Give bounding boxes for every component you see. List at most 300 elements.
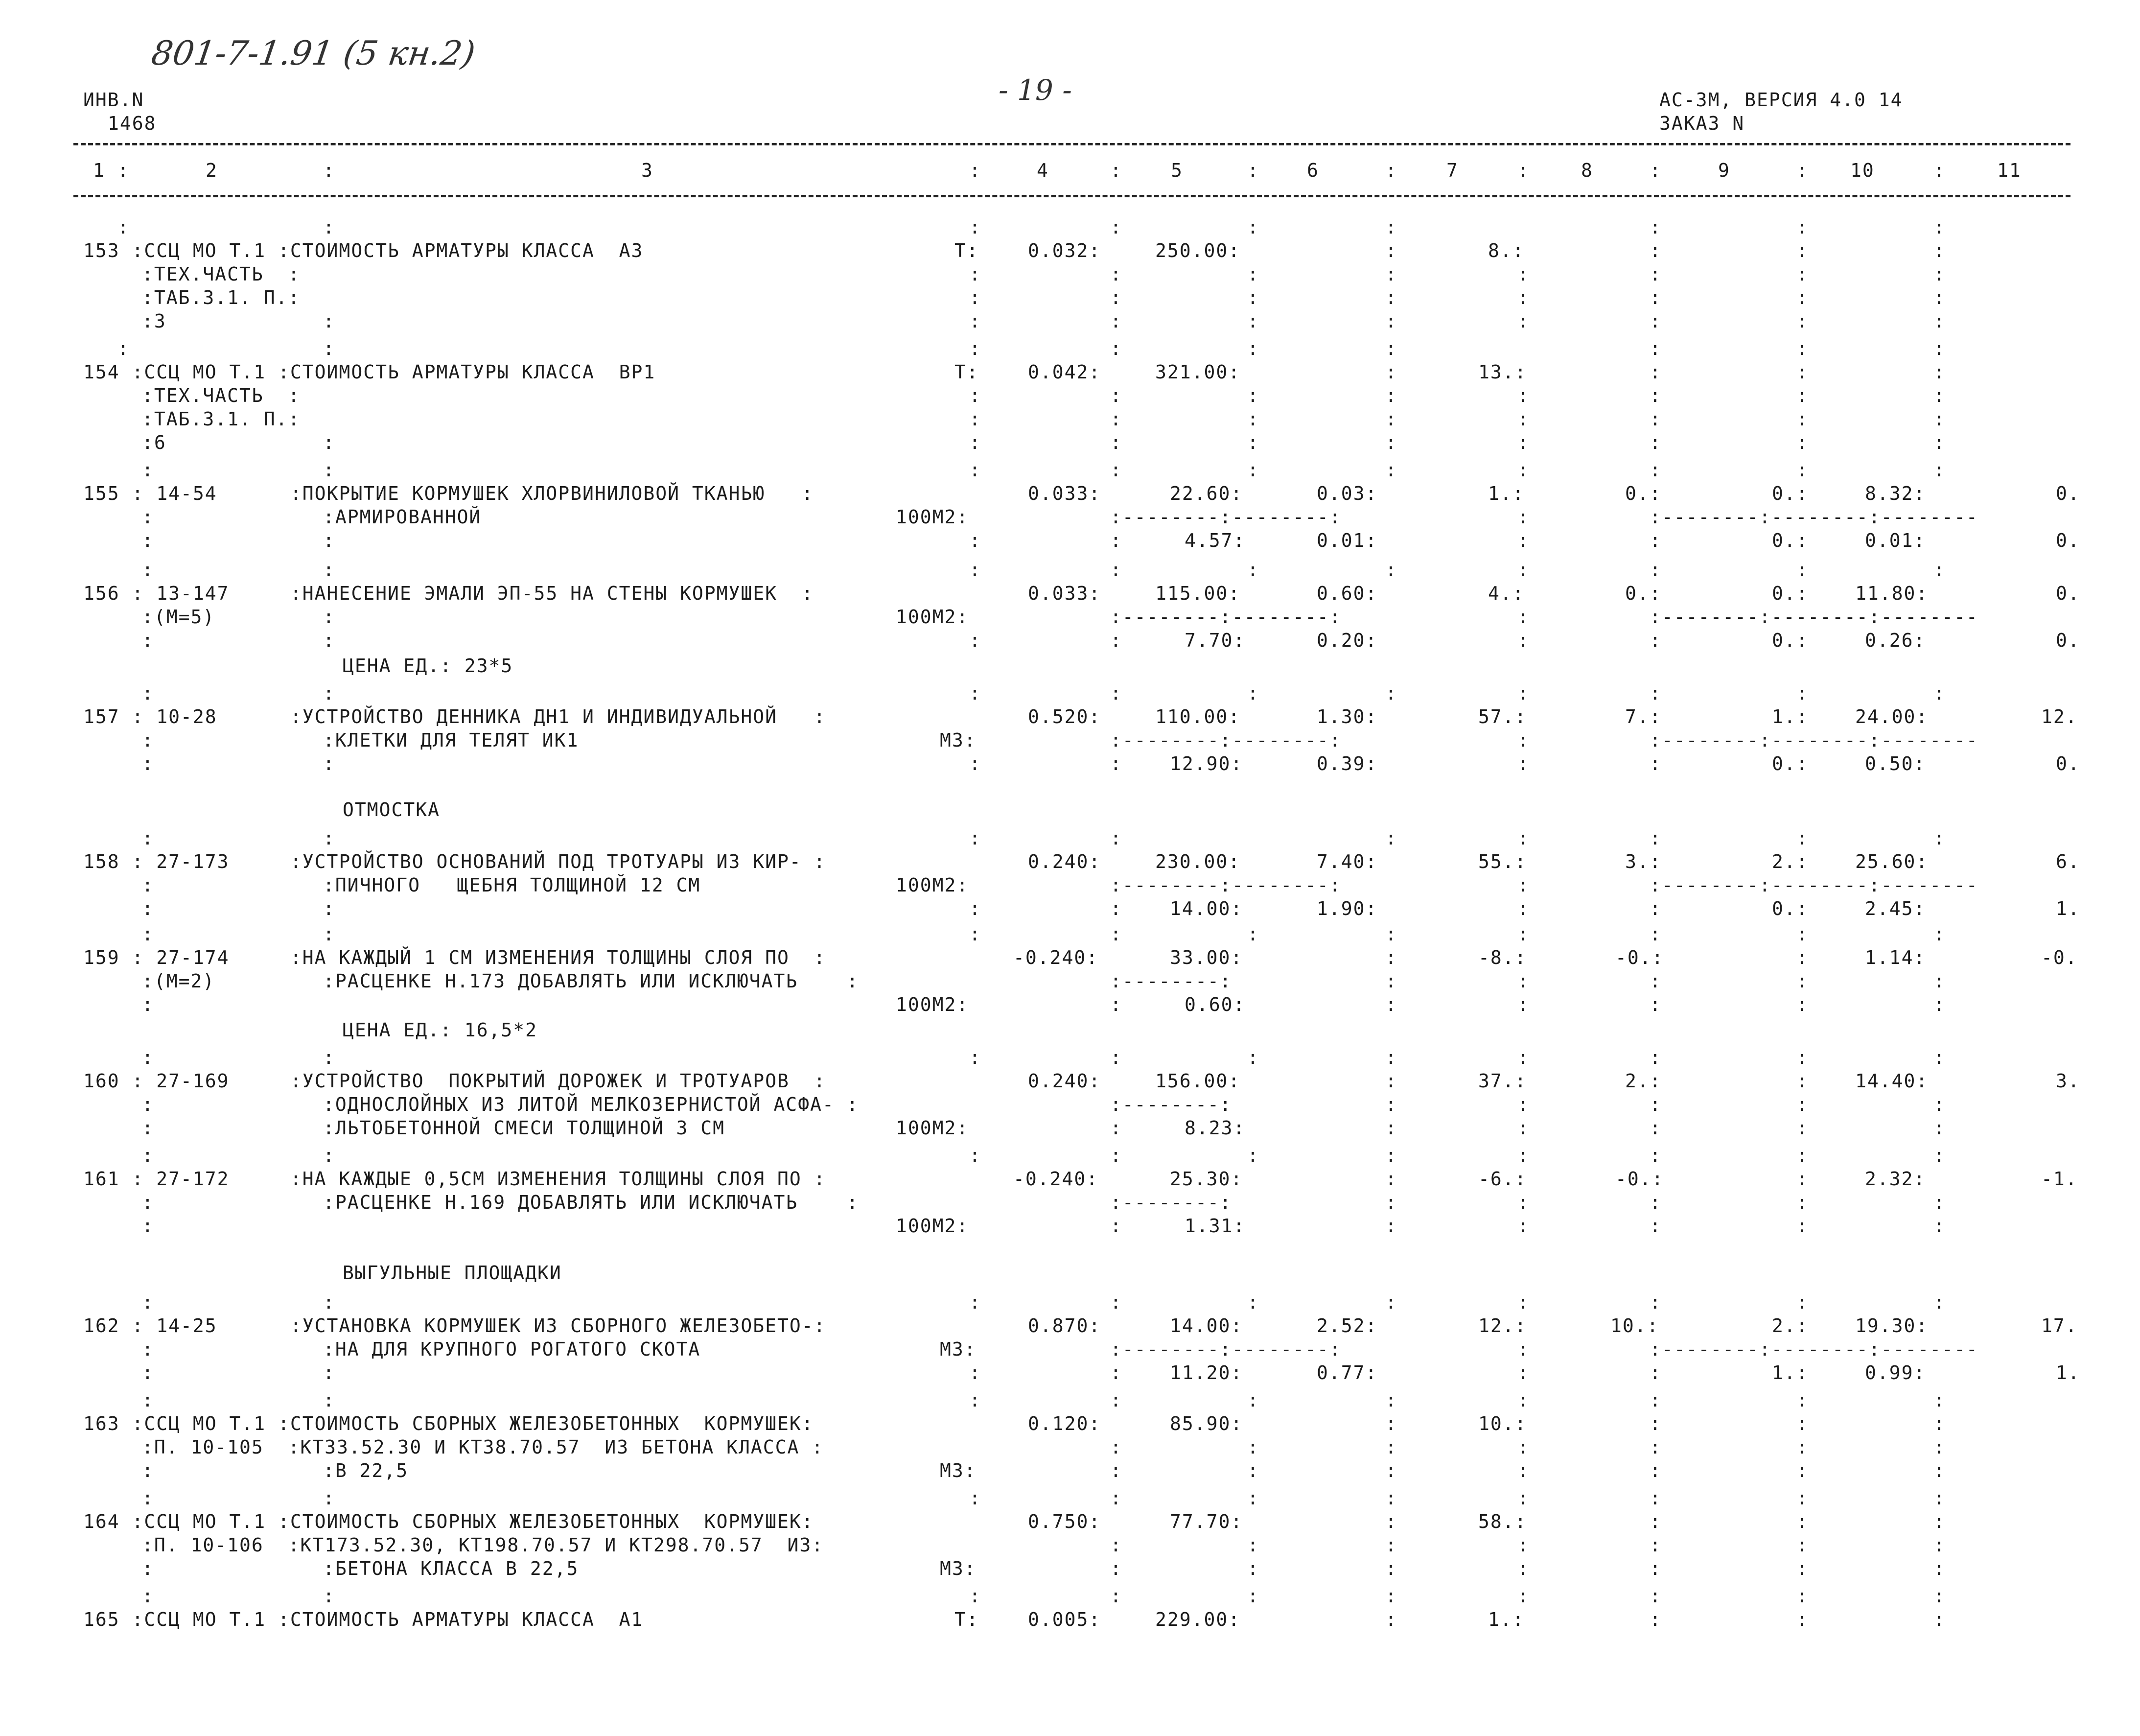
table-cell: :--------:--------: [1110, 874, 1342, 896]
table-cell: : [142, 530, 154, 551]
table-cell: :--------:--------: [1110, 1338, 1342, 1360]
table-cell: :--------:--------: [1110, 506, 1342, 528]
table-cell: : [1385, 432, 1397, 453]
table-cell: : [1517, 898, 1530, 919]
table-cell: 7.40: [1317, 851, 1378, 872]
table-cell: 25.60: [1855, 851, 1929, 872]
table-cell: 14.00: [1170, 898, 1243, 919]
col-sep: : [1933, 160, 1946, 181]
table-cell: : [969, 559, 981, 581]
system-version: АС-ЗМ, ВЕРСИЯ 4.0 14 [1659, 89, 1903, 111]
table-cell: 1.: [1488, 1609, 1525, 1630]
table-cell: : [1933, 1192, 1946, 1213]
table-cell: 0.750: [1028, 1511, 1101, 1532]
table-cell: 0.240: [1028, 1070, 1101, 1092]
table-cell: 4.: [1488, 583, 1525, 604]
col-11: 11 [1997, 160, 2022, 181]
table-cell: : [323, 432, 335, 453]
table-cell: : [1110, 682, 1122, 704]
table-cell: : [142, 994, 154, 1015]
table-cell: : [1796, 1413, 1809, 1434]
table-cell: 156 : 13-147 :НАНЕСЕНИЕ ЭМАЛИ ЭП-55 НА СТЕНЫ КОРМУШЕК : [83, 583, 814, 604]
col-sep: : [1110, 160, 1122, 181]
col-9: 9 [1718, 160, 1730, 181]
table-cell: 0. [2056, 530, 2080, 551]
table-cell: :П. 10-105 :КТ33.52.30 И КТ38.70.57 ИЗ БЕТОНА КЛАССА : [142, 1436, 824, 1458]
table-cell: 7.70: [1185, 630, 1246, 651]
table-cell: : [323, 630, 335, 651]
table-cell: :--------: [1110, 970, 1232, 992]
table-cell: 115.00: [1155, 583, 1241, 604]
table-cell: : [323, 216, 335, 238]
table-cell: 2.45: [1865, 898, 1926, 919]
table-cell: : [1796, 338, 1809, 359]
table-cell: 0. [2056, 630, 2080, 651]
table-cell: : [323, 559, 335, 581]
table-cell: 37.: [1478, 1070, 1527, 1092]
table-cell: :--------:--------: [1110, 606, 1342, 628]
table-cell: : [1796, 1215, 1809, 1237]
table-cell: : [1385, 361, 1397, 383]
table-cell: 100М2: [896, 1117, 969, 1139]
table-cell: : [1517, 729, 1530, 751]
table-cell: Т: [954, 1609, 979, 1630]
table-cell: : [1933, 385, 1946, 406]
table-cell: : [142, 874, 154, 896]
table-cell: : [1796, 559, 1809, 581]
table-cell: 12. [2041, 706, 2078, 727]
table-cell: : [1933, 1585, 1946, 1607]
table-cell: 1.: [1772, 706, 1809, 727]
table-cell: : [1796, 1436, 1809, 1458]
table-cell: : [1110, 753, 1122, 774]
table-cell: : [142, 1291, 154, 1313]
table-cell: 85.90: [1170, 1413, 1243, 1434]
table-cell: 4.57: [1185, 530, 1246, 551]
col-10: 10 [1850, 160, 1875, 181]
table-cell: : [142, 1215, 154, 1237]
table-cell: : [969, 408, 981, 430]
table-cell: : [1650, 263, 1662, 285]
table-cell: :БЕТОНА КЛАССА В 22,5 [323, 1558, 579, 1579]
table-cell: :В 22,5 [323, 1460, 409, 1481]
table-cell: : [1650, 1117, 1662, 1139]
table-cell: : [1385, 1413, 1397, 1434]
table-cell: : [1247, 408, 1259, 430]
table-cell: 0.: [1772, 753, 1809, 774]
table-cell: : [1796, 1094, 1809, 1115]
table-cell: : [142, 682, 154, 704]
table-cell: : [323, 1047, 335, 1068]
table-cell: 0.: [1772, 530, 1809, 551]
table-cell: : [1796, 240, 1809, 261]
table-cell: : [1385, 1389, 1397, 1411]
table-cell: : [1796, 1460, 1809, 1481]
table-cell: : [1517, 310, 1530, 332]
table-cell: : [1933, 970, 1946, 992]
table-cell: : [142, 1460, 154, 1481]
table-cell: : [323, 1389, 335, 1411]
table-cell: : [1933, 1047, 1946, 1068]
table-cell: : [1110, 1558, 1122, 1579]
table-cell: 1.: [1772, 1362, 1809, 1384]
table-cell: : [1247, 287, 1259, 308]
table-cell: : [1933, 432, 1946, 453]
table-cell: :ТЕХ.ЧАСТЬ : [142, 263, 301, 285]
table-cell: : [969, 216, 981, 238]
table-cell: : [323, 606, 335, 628]
table-cell: 0.99: [1865, 1362, 1926, 1384]
table-cell: : [1650, 530, 1662, 551]
table-cell: : [1517, 1436, 1530, 1458]
table-cell: : [1385, 1192, 1397, 1213]
table-cell: 1.: [1488, 483, 1525, 504]
table-cell: : [969, 338, 981, 359]
table-cell: : [1517, 263, 1530, 285]
table-cell: : [1650, 240, 1662, 261]
table-cell: : [1517, 994, 1530, 1015]
table-cell: -0.240: [1013, 947, 1099, 968]
table-cell: : [1247, 1558, 1259, 1579]
table-cell: : [1517, 1215, 1530, 1237]
table-cell: :--------:--------:-------- [1650, 874, 1978, 896]
table-cell: : [1385, 1070, 1397, 1092]
table-cell: : [1247, 310, 1259, 332]
table-cell: 0.50: [1865, 753, 1926, 774]
table-cell: : [1247, 1585, 1259, 1607]
table-cell: -0. [2041, 947, 2078, 968]
table-cell: : [1650, 1436, 1662, 1458]
table-cell: 24.00: [1855, 706, 1929, 727]
table-cell: : [1517, 1117, 1530, 1139]
table-cell: : [1110, 432, 1122, 453]
table-cell: 17. [2041, 1315, 2078, 1337]
col-sep: : [1385, 160, 1397, 181]
table-cell: : [1110, 1460, 1122, 1481]
table-cell: 0.: [1772, 630, 1809, 651]
table-cell: : [1110, 1215, 1122, 1237]
table-cell: : [1517, 1145, 1530, 1166]
table-cell: : [1650, 559, 1662, 581]
table-cell: : [1517, 827, 1530, 849]
table-cell: : [1110, 385, 1122, 406]
table-cell: : [1110, 338, 1122, 359]
table-cell: 55.: [1478, 851, 1527, 872]
table-cell: : [1385, 994, 1397, 1015]
table-cell: : [1247, 1291, 1259, 1313]
table-cell: : [323, 1487, 335, 1509]
table-cell: :ПИЧНОГО ЩЕБНЯ ТОЛЩИНОЙ 12 СМ [323, 874, 701, 896]
table-cell: : [1796, 1168, 1809, 1190]
table-cell: : [969, 263, 981, 285]
table-cell: 110.00: [1155, 706, 1241, 727]
table-cell: : [1385, 1487, 1397, 1509]
table-cell: 100М2: [896, 994, 969, 1015]
table-cell: :ЛЬТОБЕТОННОЙ СМЕСИ ТОЛЩИНОЙ 3 СМ [323, 1117, 725, 1139]
table-cell: : [1247, 1389, 1259, 1411]
table-cell: 100М2: [896, 506, 969, 528]
table-cell: 1. [2056, 898, 2080, 919]
table-cell: : [1650, 682, 1662, 704]
table-cell: 2.: [1772, 1315, 1809, 1337]
col-sep: : [969, 160, 981, 181]
table-cell: : [969, 898, 981, 919]
table-cell: : [969, 1047, 981, 1068]
table-cell: : [1650, 1511, 1662, 1532]
col-sep: : [323, 160, 335, 181]
table-cell: : [1933, 1413, 1946, 1434]
table-cell: 33.00: [1170, 947, 1243, 968]
table-cell: 0.01: [1317, 530, 1378, 551]
table-cell: 1. [2056, 1362, 2080, 1384]
table-cell: : [1650, 1047, 1662, 1068]
table-cell: : [1650, 1609, 1662, 1630]
table-cell: :3 [142, 310, 166, 332]
table-cell: : [1385, 559, 1397, 581]
table-cell: : [969, 1487, 981, 1509]
table-cell: 1.30: [1317, 706, 1378, 727]
table-cell: : [1650, 310, 1662, 332]
table-cell: : [1650, 338, 1662, 359]
table-cell: : [1517, 287, 1530, 308]
table-cell: : [1796, 947, 1809, 968]
table-cell: : [1796, 827, 1809, 849]
table-cell: : [1247, 459, 1259, 481]
table-cell: : [969, 630, 981, 651]
table-cell: 77.70: [1170, 1511, 1243, 1532]
table-cell: : [1110, 1047, 1122, 1068]
table-cell: : [969, 923, 981, 945]
table-cell: :(М=2) [142, 970, 215, 992]
table-cell: : [1650, 216, 1662, 238]
table-cell: 1.14: [1865, 947, 1926, 968]
table-cell: : [1796, 1487, 1809, 1509]
table-cell: ЦЕНА ЕД.: 23*5 [343, 655, 513, 677]
table-cell: : [117, 338, 130, 359]
table-cell: Т: [954, 361, 979, 383]
col-8: 8 [1581, 160, 1593, 181]
table-cell: : [142, 1362, 154, 1384]
table-cell: : [1517, 1291, 1530, 1313]
table-cell: 12.90: [1170, 753, 1243, 774]
table-cell: : [969, 682, 981, 704]
table-cell: : [1385, 240, 1397, 261]
table-cell: : [1650, 630, 1662, 651]
table-cell: : [142, 559, 154, 581]
table-cell: 0.033: [1028, 583, 1101, 604]
table-cell: : [969, 287, 981, 308]
table-cell: : [1933, 559, 1946, 581]
table-cell: 1.31: [1185, 1215, 1246, 1237]
order-label: ЗАКАЗ N [1659, 113, 1745, 134]
table-cell: : [142, 729, 154, 751]
table-cell: -8.: [1478, 947, 1527, 968]
table-cell: : [1933, 1291, 1946, 1313]
table-cell: : [1933, 338, 1946, 359]
table-cell: 159 : 27-174 :НА КАЖДЫЙ 1 СМ ИЗМЕНЕНИЯ ТОЛЩИНЫ СЛОЯ ПО : [83, 947, 826, 968]
table-cell: : [1517, 1047, 1530, 1068]
table-cell: 321.00: [1155, 361, 1241, 383]
table-cell: 8.32: [1865, 483, 1926, 504]
table-cell: 8.: [1488, 240, 1525, 261]
table-cell: : [1650, 970, 1662, 992]
table-cell: 154 :ССЦ МО Т.1 :СТОИМОСТЬ АРМАТУРЫ КЛАССА ВР1 [83, 361, 656, 383]
inv-number: 1468 [108, 113, 157, 134]
table-cell: : [142, 1389, 154, 1411]
table-cell: : [1517, 682, 1530, 704]
table-cell: 155 : 14-54 :ПОКРЫТИЕ КОРМУШЕК ХЛОРВИНИЛОВОЙ ТКАНЬЮ : [83, 483, 814, 504]
table-cell: 22.60: [1170, 483, 1243, 504]
table-cell: : [1650, 1487, 1662, 1509]
table-cell: : [1517, 408, 1530, 430]
table-cell: -6.: [1478, 1168, 1527, 1190]
table-cell: : [1247, 559, 1259, 581]
table-cell: 25.30: [1170, 1168, 1243, 1190]
table-cell: : [1110, 216, 1122, 238]
table-cell: : [1385, 310, 1397, 332]
col-7: 7 [1446, 160, 1459, 181]
table-cell: : [1933, 408, 1946, 430]
table-cell: : [1650, 1094, 1662, 1115]
table-cell: : [1110, 459, 1122, 481]
table-cell: : [1247, 432, 1259, 453]
table-cell: : [1247, 385, 1259, 406]
header-rule [73, 195, 2070, 197]
table-cell: 10.: [1478, 1413, 1527, 1434]
table-cell: : [969, 530, 981, 551]
table-cell: : [1385, 1117, 1397, 1139]
table-cell: : [142, 1117, 154, 1139]
table-cell: : [142, 1338, 154, 1360]
table-cell: : [1385, 1609, 1397, 1630]
table-cell: : [1385, 1094, 1397, 1115]
table-cell: : [1247, 216, 1259, 238]
table-cell: 10.: [1610, 1315, 1659, 1337]
table-cell: : [1796, 923, 1809, 945]
table-cell: : [1385, 923, 1397, 945]
table-cell: : [323, 310, 335, 332]
table-cell: : [1796, 1389, 1809, 1411]
table-cell: : [1385, 1145, 1397, 1166]
table-cell: : [323, 923, 335, 945]
table-cell: :ТАБ.3.1. П.: [142, 408, 301, 430]
table-cell: : [969, 432, 981, 453]
col-4: 4 [1037, 160, 1049, 181]
table-cell: 19.30: [1855, 1315, 1929, 1337]
table-cell: 0. [2056, 753, 2080, 774]
table-cell: 0.: [1772, 483, 1809, 504]
table-cell: : [1385, 338, 1397, 359]
table-cell: :(М=5) [142, 606, 215, 628]
table-cell: : [1796, 216, 1809, 238]
table-cell: :--------:--------:-------- [1650, 606, 1978, 628]
table-cell: : [1933, 310, 1946, 332]
table-cell: : [1110, 1487, 1122, 1509]
table-cell: 14.00: [1170, 1315, 1243, 1337]
top-rule [73, 143, 2070, 145]
table-cell: : [1247, 1047, 1259, 1068]
table-cell: 58.: [1478, 1511, 1527, 1532]
table-cell: : [117, 216, 130, 238]
table-cell: : [1650, 1145, 1662, 1166]
table-cell: : [142, 1145, 154, 1166]
table-cell: : [1385, 1511, 1397, 1532]
table-cell: : [1385, 263, 1397, 285]
table-cell: : [1650, 287, 1662, 308]
col-6: 6 [1307, 160, 1319, 181]
table-cell: : [1517, 385, 1530, 406]
table-cell: : [1933, 994, 1946, 1015]
table-cell: : [1385, 385, 1397, 406]
table-cell: 13.: [1478, 361, 1527, 383]
table-cell: 0.: [1625, 483, 1662, 504]
table-cell: : [969, 827, 981, 849]
table-cell: : [1110, 827, 1122, 849]
table-cell: 158 : 27-173 :УСТРОЙСТВО ОСНОВАНИЙ ПОД ТРОТУАРЫ ИЗ КИР- : [83, 851, 826, 872]
table-cell: : [969, 753, 981, 774]
table-cell: -0.240: [1013, 1168, 1099, 1190]
table-cell: -0.: [1615, 947, 1664, 968]
table-cell: : [1385, 1558, 1397, 1579]
table-cell: : [1933, 1609, 1946, 1630]
table-cell: : [1517, 606, 1530, 628]
table-cell: : [1650, 1558, 1662, 1579]
table-cell: : [1650, 1413, 1662, 1434]
table-cell: : [1110, 263, 1122, 285]
table-cell: : [142, 1558, 154, 1579]
table-cell: 0.005: [1028, 1609, 1101, 1630]
table-cell: : [1796, 1145, 1809, 1166]
table-cell: : [1650, 408, 1662, 430]
table-cell: : [1517, 923, 1530, 945]
table-cell: : [1517, 506, 1530, 528]
table-cell: М3: [940, 1338, 977, 1360]
table-cell: : [1385, 459, 1397, 481]
table-cell: : [1385, 1436, 1397, 1458]
table-cell: : [1933, 216, 1946, 238]
table-cell: : [1650, 1585, 1662, 1607]
table-cell: : [1517, 559, 1530, 581]
table-cell: :ОДНОСЛОЙНЫХ ИЗ ЛИТОЙ МЕЛКОЗЕРНИСТОЙ АСФА- : [323, 1094, 859, 1115]
table-cell: : [1796, 408, 1809, 430]
table-cell: : [1110, 1117, 1122, 1139]
table-cell: : [142, 1487, 154, 1509]
table-cell: : [1110, 559, 1122, 581]
table-cell: : [1796, 682, 1809, 704]
table-cell: : [969, 1585, 981, 1607]
table-cell: 12.: [1478, 1315, 1527, 1337]
table-cell: : [142, 459, 154, 481]
table-cell: : [1385, 1585, 1397, 1607]
table-cell: :--------: [1110, 1094, 1232, 1115]
col-2: 2 [206, 160, 218, 181]
table-cell: : [1796, 1558, 1809, 1579]
table-cell: : [1385, 947, 1397, 968]
table-cell: : [1933, 1117, 1946, 1139]
table-cell: : [1110, 1291, 1122, 1313]
table-cell: : [1650, 1362, 1662, 1384]
table-cell: 0.01: [1865, 530, 1926, 551]
table-cell: : [1796, 263, 1809, 285]
table-cell: : [142, 1192, 154, 1213]
table-cell: 0.: [1772, 898, 1809, 919]
table-cell: : [1385, 1215, 1397, 1237]
table-cell: : [1933, 1558, 1946, 1579]
table-cell: : [1110, 1145, 1122, 1166]
table-cell: : [323, 682, 335, 704]
table-cell: 0.26: [1865, 630, 1926, 651]
table-cell: :--------:--------:-------- [1650, 506, 1978, 528]
